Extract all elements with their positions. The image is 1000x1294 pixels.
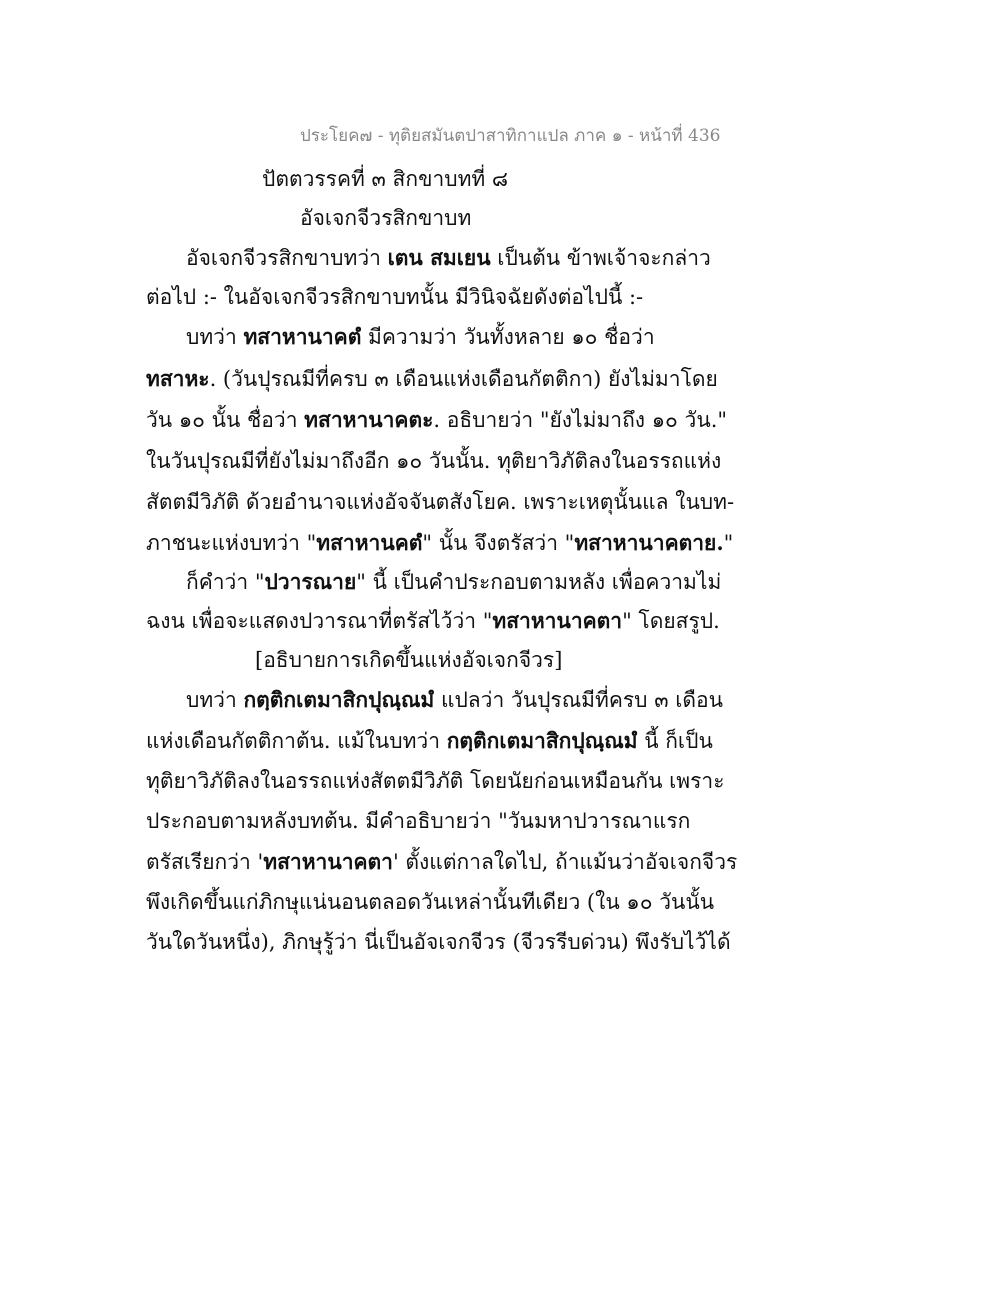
pali-term: ทสาหานาคตํ bbox=[243, 324, 362, 349]
text-run: ประกอบตามหลังบทต้น. มีคำอธิบายว่า "วันมหาปวารณาแรก bbox=[146, 809, 691, 833]
text-run: " นั้น จึงตรัสว่า " bbox=[422, 531, 575, 555]
text-run: สัตตมีวิภัติ ด้วยอำนาจแห่งอัจจันตสังโยค. เพราะเหตุนั้นแล ในบท- bbox=[146, 490, 735, 514]
body-line bbox=[146, 363, 718, 396]
pali-term: กตฺติกเตมาสิกปุณฺณมํ bbox=[446, 728, 638, 753]
rule-title: อัจเจกจีวรสิกขาบท bbox=[300, 206, 472, 230]
body-line bbox=[186, 242, 711, 275]
section-title: ปัตตวรรคที่ ๓ สิกขาบทที่ ๘ bbox=[262, 167, 509, 191]
text-run: ทุติยาวิภัติลงในอรรถแห่งสัตตมีวิภัติ โดยนัยก่อนเหมือนกัน เพราะ bbox=[146, 769, 725, 793]
pali-term: ทสาหานาคตา bbox=[492, 608, 623, 633]
pali-term: ทสาหะ bbox=[146, 366, 210, 391]
body-line bbox=[146, 605, 720, 638]
text-run: ฉงน เพื่อจะแสดงปวารณาที่ตรัสไว้ว่า " bbox=[146, 609, 493, 633]
text-run: " bbox=[723, 531, 734, 555]
running-header: ประโยค๗ - ทุติยสมันตปาสาทิกาแปล ภาค ๑ - หน้าที่ 436 bbox=[300, 126, 721, 146]
body-line bbox=[146, 445, 721, 478]
body-line bbox=[186, 321, 655, 354]
text-run: มีความว่า วันทั้งหลาย ๑๐ ชื่อว่า bbox=[361, 325, 655, 349]
body-line bbox=[146, 765, 725, 798]
text-run: พึงเกิดขึ้นแก่ภิกษุแน่นอนตลอดวันเหล่านั้นทีเดียว (ใน ๑๐ วันนั้น bbox=[146, 890, 715, 914]
text-run: วัน ๑๐ นั้น ชื่อว่า bbox=[146, 408, 305, 432]
text-run: ภาชนะแห่งบทว่า " bbox=[146, 531, 317, 555]
pali-term: ทสาหานาคตา bbox=[263, 849, 393, 874]
body-line bbox=[146, 527, 733, 560]
pali-term: ทสาหานาคตาย. bbox=[574, 530, 724, 555]
text-run: . (วันปุรณมีที่ครบ ๓ เดือนแห่งเดือนกัตติกา) ยังไม่มาโดย bbox=[209, 367, 718, 391]
text-run: ในวันปุรณมีที่ยังไม่มาถึงอีก ๑๐ วันนั้น. ทุติยาวิภัติลงในอรรถแห่ง bbox=[146, 449, 722, 473]
text-run: อัจเจกจีวรสิกขาบทว่า bbox=[186, 246, 388, 270]
body-line bbox=[146, 926, 731, 959]
text-run: ' ตั้งแต่กาลใดไป, ถ้าแม้นว่าอัจเจกจีวร bbox=[392, 850, 738, 874]
text-run: บทว่า bbox=[186, 325, 244, 349]
subheading: [อธิบายการเกิดขึ้นแห่งอัจเจกจีวร] bbox=[255, 648, 563, 672]
body-line bbox=[146, 886, 714, 919]
body-line bbox=[146, 281, 643, 314]
body-line bbox=[186, 566, 721, 599]
pali-term: เตน สมเยน bbox=[387, 245, 491, 270]
body-line bbox=[186, 684, 723, 717]
pali-term: ปวารณาย bbox=[264, 569, 357, 594]
body-line bbox=[146, 725, 713, 758]
text-run: แปลว่า วันปุรณมีที่ครบ ๓ เดือน bbox=[434, 688, 724, 712]
text-run: . อธิบายว่า "ยังไม่มาถึง ๑๐ วัน." bbox=[433, 408, 728, 432]
pali-term: กตฺติกเตมาสิกปุณฺณมํ bbox=[243, 687, 435, 712]
pali-term: ทสาหานาคตะ bbox=[304, 407, 434, 432]
body-line bbox=[146, 486, 734, 519]
text-run: นี้ ก็เป็น bbox=[637, 729, 713, 753]
text-run: แห่งเดือนกัตติกาต้น. แม้ในบทว่า bbox=[146, 729, 447, 753]
text-run: วันใดวันหนึ่ง), ภิกษุรู้ว่า นี่เป็นอัจเจกจีวร (จีวรรีบด่วน) พึงรับไว้ได้ bbox=[146, 930, 731, 954]
text-run: ต่อไป :- ในอัจเจกจีวรสิกขาบทนั้น มีวินิจฉัยดังต่อไปนี้ :- bbox=[146, 285, 644, 309]
body-line bbox=[146, 805, 690, 838]
body-line bbox=[146, 846, 737, 879]
body-line bbox=[146, 404, 727, 437]
text-run: " โดยสรูป. bbox=[622, 609, 720, 633]
pali-term: ทสาหานคตํ bbox=[316, 530, 423, 555]
text-run: ตรัสเรียกว่า ' bbox=[146, 850, 264, 874]
text-run: ก็คำว่า " bbox=[186, 570, 265, 594]
text-run: เป็นต้น ข้าพเจ้าจะกล่าว bbox=[490, 246, 711, 270]
text-run: บทว่า bbox=[186, 688, 244, 712]
text-run: " นี้ เป็นคำประกอบตามหลัง เพื่อความไม่ bbox=[356, 570, 722, 594]
